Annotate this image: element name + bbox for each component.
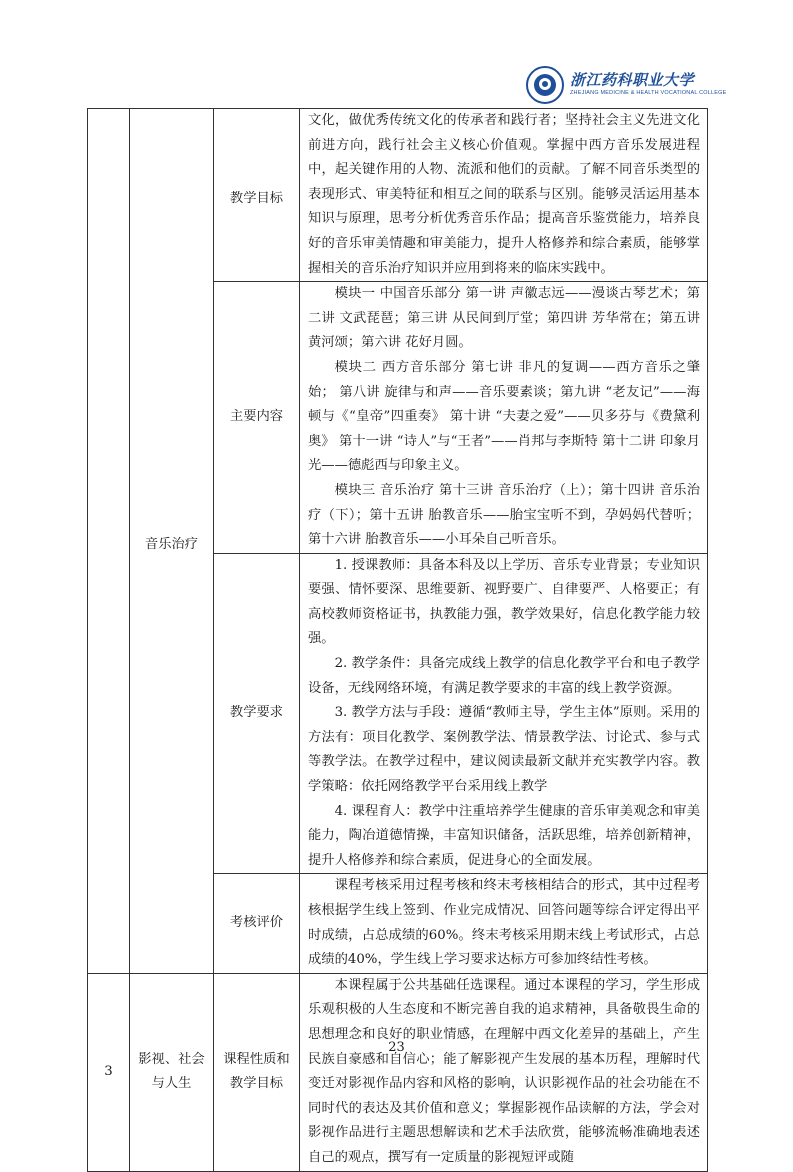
- row-label-line1: 课程性质和: [223, 1051, 290, 1067]
- row-label-cell: [214, 874, 300, 973]
- index-cell: [88, 973, 130, 1171]
- course-name-film-line2: 与人生: [151, 1076, 192, 1092]
- row-label-cell: [214, 973, 300, 1171]
- content-paragraph: 模块二 西方音乐部分 第七讲 非凡的复调——西方音乐之肇始； 第八讲 旋律与和声——音乐要素谈；第九讲 “老友记”——海顿与《“皇帝”四重奏》 第十讲 “夫妻之爱”——贝多芬与《费黛利奥》 第十一讲 “诗人”与“王者”——肖邦与李斯特 第十二讲 印象月光——德彪西与印象主义。: [308, 359, 700, 474]
- row-label-line2: 教学目标: [229, 1076, 284, 1092]
- requirements-paragraph: 1. 授课教师：具备本科及以上学历、音乐专业背景；专业知识要强、情怀要深、思维要新、视野要广、自律要严、人格要正；有高校教师资格证书，执教能力强，教学效果好，信息化教学能力较强。: [308, 557, 700, 647]
- logo-text-cn: 浙江药科职业大学: [570, 71, 695, 89]
- course-table: [87, 108, 708, 1172]
- college-logo: [526, 66, 727, 112]
- film-text-cell: [300, 973, 708, 1171]
- logo-text-en: ZHEJIANG MEDICINE & HEALTH VOCATIONAL COLLEGE: [570, 90, 727, 96]
- row-label-objectives: 教学目标: [229, 191, 284, 207]
- table-row: [88, 973, 708, 1171]
- requirements-paragraph: 2. 教学条件：具备完成线上教学的信息化教学平台和电子教学设备，无线网络环境，有满足教学要求的丰富的线上教学资源。: [308, 656, 700, 696]
- college-emblem-icon: [526, 66, 564, 104]
- row-label-content: 主要内容: [229, 409, 284, 425]
- requirements-paragraph: 3. 教学方法与手段：遵循“教师主导，学生主体”原则。采用的方法有：项目化教学、案例教学法、情景教学法、讨论式、参与式等教学法。在教学过程中，建议阅读最新文献并充实教学内容。教学策略：依托网络教学平台采用线上教学: [308, 705, 700, 795]
- row-label-cell: [214, 553, 300, 874]
- course-name-cell: [130, 109, 214, 974]
- page-number: 23: [388, 1040, 405, 1055]
- course-name-film-line1: 影视、社会: [138, 1051, 205, 1067]
- content-paragraph: 模块三 音乐治疗 第十三讲 音乐治疗（上）；第十四讲 音乐治疗（下）；第十五讲 胎教音乐——胎宝宝听不到，孕妈妈代替听；第十六讲 胎教音乐——小耳朵自己听音乐。: [308, 482, 700, 548]
- content-text-cell: [300, 282, 708, 554]
- row-label-cell: [214, 109, 300, 282]
- table-row: [88, 109, 708, 282]
- assessment-text: 课程考核采用过程考核和终末考核相结合的形式，其中过程考核根据学生线上签到、作业完成情况、回答问题等综合评定得出平时成绩，占总成绩的60%。终末考核采用期末线上考试形式，占总成绩的40%，学生线上学习要求达标方可参加终结性考核。: [308, 878, 700, 968]
- row-label-assessment: 考核评价: [229, 915, 284, 931]
- requirements-text-cell: [300, 553, 708, 874]
- film-text: 本课程属于公共基础任选课程。通过本课程的学习，学生形成乐观积极的人生态度和不断完善自我的追求精神，具备敬畏生命的思想理念和良好的职业情感，在理解中西文化差异的基础上，产生民族自豪感和自信心；能了解影视产生发展的基本历程，理解时代变迁对影视作品内容和风格的影响，认识影视作品的社会功能在不同时代的表达及其价值和意义；掌握影视作品读解的方法，学会对影视作品进行主题思想解读和艺术手法欣赏，能够流畅准确地表述自己的观点，撰写有一定质量的影视短评或随: [308, 977, 700, 1165]
- course-index: 3: [104, 1063, 113, 1079]
- course-name-cell: [130, 973, 214, 1171]
- objectives-text: 文化，做优秀传统文化的传承者和践行者；坚持社会主义先进文化前进方向，践行社会主义核心价值观。掌握中西方音乐发展进程中，起关键作用的人物、流派和他们的贡献。了解不同音乐类型的表现形式、审美特征和相互之间的联系与区别。能够灵活运用基本知识与原理，思考分析优秀音乐作品；提高音乐鉴赏能力，培养良好的音乐审美情趣和审美能力，提升人格修养和综合素质，能够掌握相关的音乐治疗知识并应用到将来的临床实践中。: [308, 113, 700, 276]
- course-name-music: 音乐治疗: [144, 537, 199, 553]
- assessment-text-cell: [300, 874, 708, 973]
- objectives-text-cell: [300, 109, 708, 282]
- content-paragraph: 模块一 中国音乐部分 第一讲 声徽志远——漫谈古琴艺术；第二讲 文武琵琶；第三讲 从民间到厅堂；第四讲 芳华常在；第五讲 黄河颂；第六讲 花好月圆。: [308, 286, 700, 351]
- index-cell-empty: [88, 109, 130, 974]
- row-label-requirements: 教学要求: [229, 705, 284, 721]
- requirements-paragraph: 4. 课程育人：教学中注重培养学生健康的音乐审美观念和审美能力，陶冶道德情操，丰富知识储备，活跃思维，培养创新精神，提升人格修养和综合素质，促进身心的全面发展。: [308, 803, 700, 868]
- row-label-cell: [214, 282, 300, 554]
